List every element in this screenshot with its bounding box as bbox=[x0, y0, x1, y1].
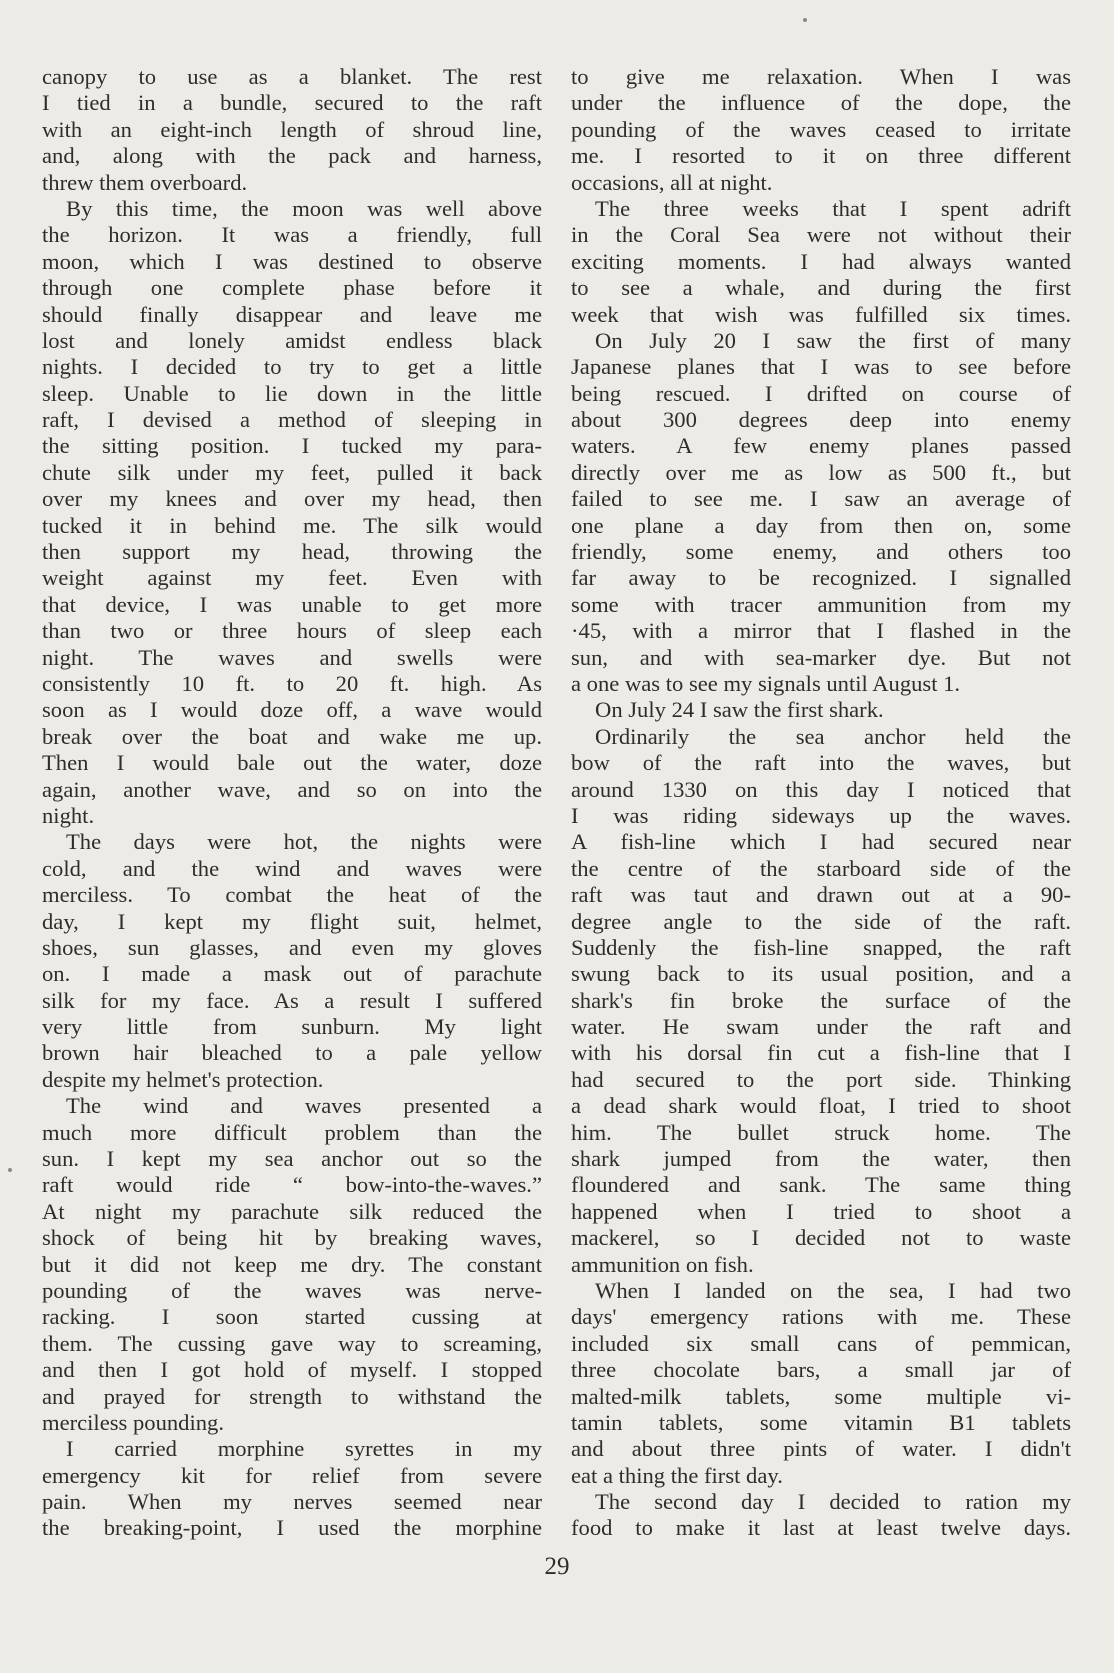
text-line: raft would ride “ bow-into-the-waves.” bbox=[42, 1172, 542, 1198]
stray-mark bbox=[803, 18, 807, 22]
text-line: included six small cans of pemmican, bbox=[571, 1330, 1071, 1356]
text-line: friendly, some enemy, and others too bbox=[571, 539, 1071, 565]
text-line: The second day I decided to ration my bbox=[595, 1489, 1071, 1515]
text-line: merciless pounding. bbox=[42, 1409, 224, 1435]
text-line: emergency kit for relief from severe bbox=[42, 1462, 542, 1488]
text-line: When I landed on the sea, I had two bbox=[595, 1277, 1071, 1303]
text-line: to see a whale, and during the first bbox=[571, 275, 1071, 301]
text-line: occasions, all at night. bbox=[571, 169, 773, 195]
text-line: the breaking-point, I used the morphine bbox=[42, 1515, 542, 1541]
text-line: night. The waves and swells were bbox=[42, 644, 542, 670]
text-line: through one complete phase before it bbox=[42, 275, 542, 301]
text-line: The three weeks that I spent adrift bbox=[595, 195, 1071, 221]
text-line: the horizon. It was a friendly, full bbox=[42, 222, 542, 248]
text-line: and, along with the pack and harness, bbox=[42, 143, 542, 169]
text-line: brown hair bleached to a pale yellow bbox=[42, 1040, 542, 1066]
text-line: The days were hot, the nights were bbox=[66, 829, 542, 855]
text-line: directly over me as low as 500 ft., but bbox=[571, 459, 1071, 485]
text-line: sleep. Unable to lie down in the little bbox=[42, 380, 542, 406]
text-line: happened when I tried to shoot a bbox=[571, 1198, 1071, 1224]
text-line: silk for my face. As a result I suffered bbox=[42, 987, 542, 1013]
text-line: The wind and waves presented a bbox=[66, 1093, 542, 1119]
text-line: very little from sunburn. My light bbox=[42, 1014, 542, 1040]
text-line: waters. A few enemy planes passed bbox=[571, 433, 1071, 459]
text-line: one plane a day from then on, some bbox=[571, 512, 1071, 538]
text-line: again, another wave, and so on into the bbox=[42, 776, 542, 802]
text-line: sun, and with sea-marker dye. But not bbox=[571, 644, 1071, 670]
text-line: should finally disappear and leave me bbox=[42, 301, 542, 327]
text-line: with his dorsal fin cut a fish-line that I bbox=[571, 1040, 1071, 1066]
text-line: around 1330 on this day I noticed that bbox=[571, 776, 1071, 802]
text-line: and about three pints of water. I didn't bbox=[571, 1436, 1071, 1462]
text-line: threw them overboard. bbox=[42, 169, 248, 195]
text-line: days' emergency rations with me. These bbox=[571, 1304, 1071, 1330]
text-line: Then I would bale out the water, doze bbox=[42, 750, 542, 776]
text-line: nights. I decided to try to get a little bbox=[42, 354, 542, 380]
text-line: and then I got hold of myself. I stopped bbox=[42, 1357, 542, 1383]
text-line: break over the boat and wake me up. bbox=[42, 723, 542, 749]
left-text-column bbox=[42, 64, 542, 1542]
text-line: him. The bullet struck home. The bbox=[571, 1119, 1071, 1145]
text-line: but it did not keep me dry. The constant bbox=[42, 1251, 542, 1277]
text-line: sun. I kept my sea anchor out so the bbox=[42, 1146, 542, 1172]
text-line: soon as I would doze off, a wave would bbox=[42, 697, 542, 723]
text-line: over my knees and over my head, then bbox=[42, 486, 542, 512]
text-line: On July 20 I saw the first of many bbox=[595, 327, 1071, 353]
text-line: water. He swam under the raft and bbox=[571, 1014, 1071, 1040]
text-line: canopy to use as a blanket. The rest bbox=[42, 64, 542, 89]
text-line: a dead shark would float, I tried to shoot bbox=[571, 1093, 1071, 1119]
text-line: I tied in a bundle, secured to the raft bbox=[42, 90, 542, 116]
text-line: them. The cussing gave way to screaming, bbox=[42, 1330, 542, 1356]
text-line: Suddenly the fish-line snapped, the raft bbox=[571, 934, 1071, 960]
text-line: failed to see me. I saw an average of bbox=[571, 486, 1071, 512]
text-line: lost and lonely amidst endless black bbox=[42, 327, 542, 353]
text-line: exciting moments. I had always wanted bbox=[571, 248, 1071, 274]
text-line: tamin tablets, some vitamin B1 tablets bbox=[571, 1409, 1071, 1435]
text-line: much more difficult problem than the bbox=[42, 1119, 542, 1145]
text-line: chute silk under my feet, pulled it back bbox=[42, 459, 542, 485]
text-line: raft was taut and drawn out at a 90- bbox=[571, 882, 1071, 908]
text-line: in the Coral Sea were not without their bbox=[571, 222, 1071, 248]
text-line: ammunition on fish. bbox=[571, 1251, 754, 1277]
text-line: By this time, the moon was well above bbox=[66, 195, 542, 221]
text-line: being rescued. I drifted on course of bbox=[571, 380, 1071, 406]
text-line: week that wish was fulfilled six times. bbox=[571, 301, 1071, 327]
text-line: shark's fin broke the surface of the bbox=[571, 987, 1071, 1013]
text-line: tucked it in behind me. The silk would bbox=[42, 512, 542, 538]
text-line: cold, and the wind and waves were bbox=[42, 855, 542, 881]
text-line: far away to be recognized. I signalled bbox=[571, 565, 1071, 591]
text-line: Ordinarily the sea anchor held the bbox=[595, 723, 1071, 749]
text-line: under the influence of the dope, the bbox=[571, 90, 1071, 116]
text-line: and prayed for strength to withstand the bbox=[42, 1383, 542, 1409]
text-line: Japanese planes that I was to see before bbox=[571, 354, 1071, 380]
text-line: with an eight-inch length of shroud line, bbox=[42, 116, 542, 142]
text-line: weight against my feet. Even with bbox=[42, 565, 542, 591]
text-line: At night my parachute silk reduced the bbox=[42, 1198, 542, 1224]
text-line: pounding of the waves ceased to irritate bbox=[571, 116, 1071, 142]
text-line: raft, I devised a method of sleeping in bbox=[42, 407, 542, 433]
text-line: to give me relaxation. When I was bbox=[571, 64, 1071, 89]
text-line: degree angle to the side of the raft. bbox=[571, 908, 1071, 934]
text-line: some with tracer ammunition from my bbox=[571, 591, 1071, 617]
text-line: A fish-line which I had secured near bbox=[571, 829, 1071, 855]
text-line: night. bbox=[42, 802, 95, 828]
text-line: despite my helmet's protection. bbox=[42, 1066, 324, 1092]
text-line: moon, which I was destined to observe bbox=[42, 248, 542, 274]
text-line: then support my head, throwing the bbox=[42, 539, 542, 565]
text-line: the centre of the starboard side of the bbox=[571, 855, 1071, 881]
text-line: a one was to see my signals until August 1. bbox=[571, 670, 961, 696]
text-line: three chocolate bars, a small jar of bbox=[571, 1357, 1071, 1383]
text-line: the sitting position. I tucked my para- bbox=[42, 433, 542, 459]
text-line: day, I kept my flight suit, helmet, bbox=[42, 908, 542, 934]
text-line: ·45, with a mirror that I flashed in the bbox=[571, 618, 1071, 644]
text-line: shoes, sun glasses, and even my gloves bbox=[42, 934, 542, 960]
right-text-column bbox=[571, 64, 1071, 1542]
text-line: than two or three hours of sleep each bbox=[42, 618, 542, 644]
text-line: on. I made a mask out of parachute bbox=[42, 961, 542, 987]
text-line: bow of the raft into the waves, but bbox=[571, 750, 1071, 776]
text-line: about 300 degrees deep into enemy bbox=[571, 407, 1071, 433]
text-line: had secured to the port side. Thinking bbox=[571, 1066, 1071, 1092]
text-line: food to make it last at least twelve days. bbox=[571, 1515, 1071, 1541]
text-line: eat a thing the first day. bbox=[571, 1462, 783, 1488]
text-line: I was riding sideways up the waves. bbox=[571, 802, 1071, 828]
text-line: I carried morphine syrettes in my bbox=[66, 1436, 542, 1462]
text-line: that device, I was unable to get more bbox=[42, 591, 542, 617]
text-line: pounding of the waves was nerve- bbox=[42, 1277, 542, 1303]
text-line: On July 24 I saw the first shark. bbox=[595, 697, 884, 723]
text-line: shark jumped from the water, then bbox=[571, 1146, 1071, 1172]
text-line: me. I resorted to it on three different bbox=[571, 143, 1071, 169]
text-line: floundered and sank. The same thing bbox=[571, 1172, 1071, 1198]
text-line: shock of being hit by breaking waves, bbox=[42, 1225, 542, 1251]
stray-mark bbox=[8, 1168, 12, 1172]
text-line: racking. I soon started cussing at bbox=[42, 1304, 542, 1330]
page-number: 29 bbox=[544, 1553, 570, 1580]
text-line: merciless. To combat the heat of the bbox=[42, 882, 542, 908]
text-line: mackerel, so I decided not to waste bbox=[571, 1225, 1071, 1251]
text-line: swung back to its usual position, and a bbox=[571, 961, 1071, 987]
text-line: consistently 10 ft. to 20 ft. high. As bbox=[42, 670, 542, 696]
text-line: pain. When my nerves seemed near bbox=[42, 1489, 542, 1515]
text-line: malted-milk tablets, some multiple vi- bbox=[571, 1383, 1071, 1409]
